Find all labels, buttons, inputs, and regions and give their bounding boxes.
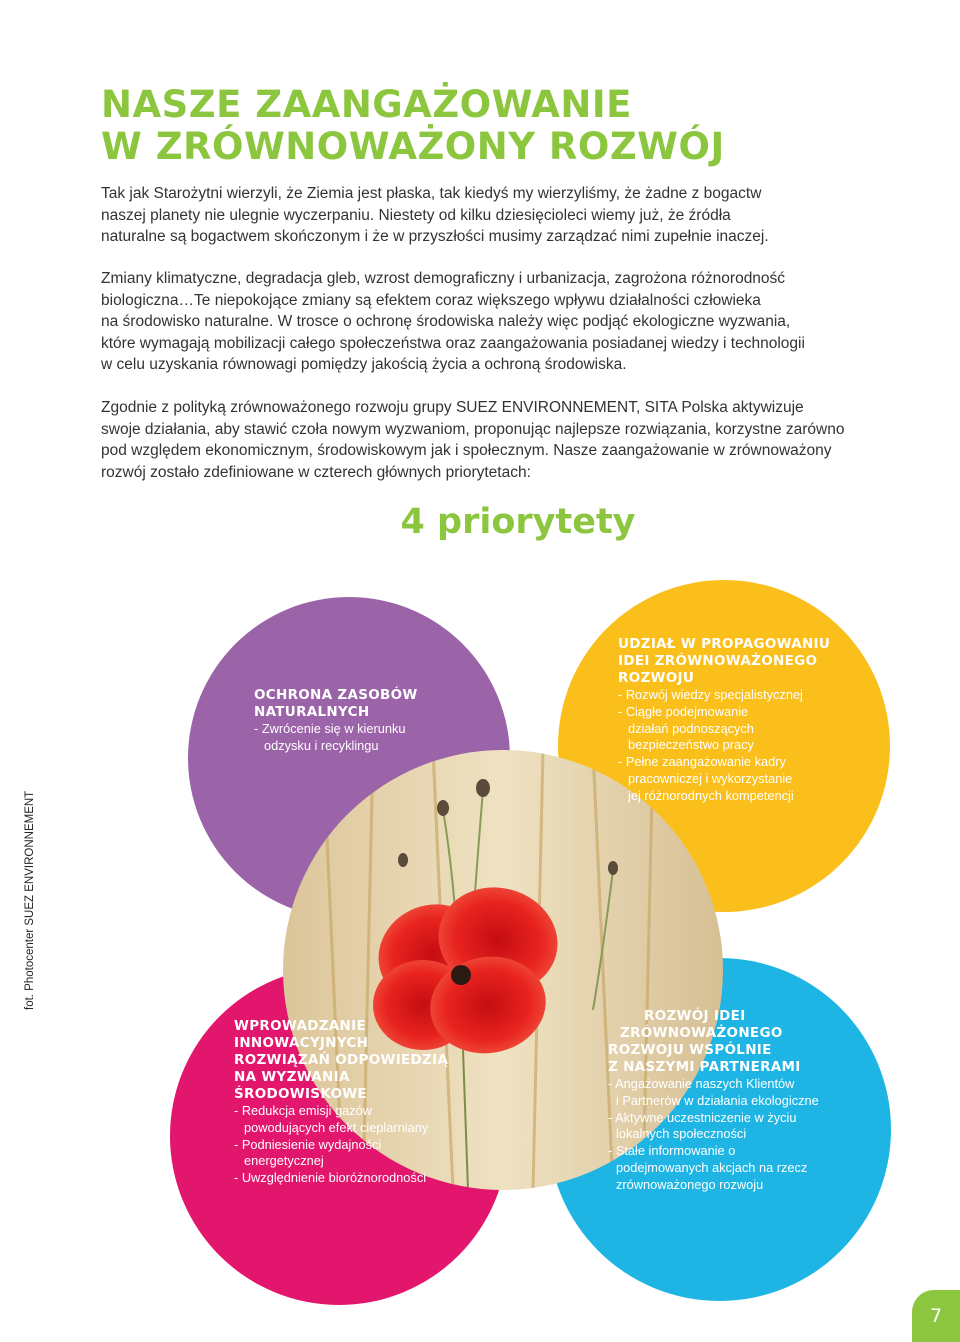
heading-line: ROZWÓJ IDEI bbox=[644, 1008, 746, 1024]
text-line: naszej planety nie ulegnie wyczerpaniu. Niestety od kilku dziesięcioleci wiemy już, że źródła bbox=[101, 206, 731, 224]
list-item: - Angażowanie naszych Klientów bbox=[608, 1076, 795, 1091]
propagation-text bbox=[618, 636, 830, 805]
list-item: powodujących efekt cieplarniany bbox=[244, 1119, 429, 1135]
text-line: w celu uzyskania równowagi pomiędzy jakością życia a ochroną środowiska. bbox=[101, 356, 627, 373]
text-line: na środowisko naturalne. W trosce o ochronę środowiska należy więc podjąć ekologiczne wyzwania, bbox=[101, 313, 791, 330]
heading-line: INNOWACYJNYCH bbox=[234, 1035, 369, 1051]
list-item: pracowniczej i wykorzystanie bbox=[628, 770, 793, 786]
text-line: Tak jak Starożytni wierzyli, że Ziemia jest płaska, tak kiedyś my wierzyliśmy, że żadne z bogactw bbox=[101, 185, 762, 202]
title-line-2: W ZRÓWNOWAŻONY ROZWÓJ bbox=[101, 125, 725, 168]
priorities-heading: 4 priorytety bbox=[400, 502, 636, 542]
intro-paragraph bbox=[101, 183, 956, 248]
innovation-text bbox=[234, 1018, 448, 1187]
heading-line: ROZWOJU bbox=[618, 670, 695, 686]
innovation-list bbox=[234, 1103, 448, 1187]
innovation-heading bbox=[234, 1018, 448, 1103]
list-item: - Podniesienie wydajności bbox=[234, 1136, 382, 1152]
heading-line: ROZWOJU WSPÓLNIE bbox=[608, 1042, 772, 1058]
heading-line: OCHRONA ZASOBÓW bbox=[254, 687, 418, 703]
text-line: rozwój zostało zdefiniowane w czterech głównych priorytetach: bbox=[101, 463, 531, 481]
climate-paragraph bbox=[101, 268, 956, 376]
heading-line: NA WYZWANIA bbox=[234, 1069, 350, 1085]
list-item: lokalnych społeczności bbox=[616, 1126, 747, 1142]
list-item: energetycznej bbox=[244, 1153, 324, 1169]
heading-line: Z NASZYMI PARTNERAMI bbox=[608, 1059, 801, 1075]
photo-credit: fot. Photocenter SUEZ ENVIRONNEMENT bbox=[24, 790, 36, 1010]
heading-line: IDEI ZRÓWNOWAŻONEGO bbox=[618, 653, 818, 669]
heading-line: ŚRODOWISKOWE bbox=[234, 1086, 367, 1102]
list-item: - Ciągłe podejmowanie bbox=[618, 703, 749, 719]
resources-text bbox=[254, 687, 418, 755]
list-item: - Stałe informowanie o bbox=[608, 1143, 736, 1159]
list-item: - Zwrócenie się w kierunku bbox=[254, 721, 406, 736]
heading-line: ZRÓWNOWAŻONEGO bbox=[620, 1025, 783, 1041]
text-line: naturalne są bogactwem skończonym i że w przyszłości musimy zarządzać nimi zupełnie inaczej. bbox=[101, 228, 769, 245]
title-line-1: NASZE ZAANGAŻOWANIE bbox=[101, 83, 632, 126]
list-item: zrównoważonego rozwoju bbox=[616, 1176, 764, 1192]
propagation-heading bbox=[618, 636, 830, 687]
page-number: 7 bbox=[912, 1290, 960, 1342]
heading-line: NATURALNYCH bbox=[254, 704, 370, 720]
list-item: jej różnorodnych kompetencji bbox=[628, 787, 794, 803]
resources-heading bbox=[254, 687, 418, 721]
text-line: które wymagają mobilizacji całego społeczeństwa oraz zaangażowania posiadanej wiedzy i technologii bbox=[101, 334, 805, 352]
heading-line: WPROWADZANIE bbox=[234, 1018, 366, 1034]
partners-list bbox=[608, 1076, 819, 1194]
text-line: swoje działania, aby stawić czoła nowym wyzwaniom, proponując najlepsze rozwiązania, korzystne zarówno bbox=[101, 420, 845, 438]
heading-line: ROZWIĄZAŃ ODPOWIEDZIĄ bbox=[234, 1052, 449, 1068]
resources-list bbox=[254, 721, 418, 755]
list-item: - Redukcja emisji gazów bbox=[234, 1103, 372, 1118]
propagation-list bbox=[618, 687, 830, 805]
list-item: działań podnoszących bbox=[628, 720, 754, 736]
list-item: - Aktywne uczestniczenie w życiu bbox=[608, 1109, 797, 1125]
list-item: - Pełne zaangażowanie kadry bbox=[618, 754, 786, 770]
text-line: biologiczna…Te niepokojące zmiany są efektem coraz większego wpływu działalności człowieka bbox=[101, 291, 761, 309]
partners-heading bbox=[608, 1008, 819, 1076]
partners-text bbox=[608, 1008, 819, 1194]
policy-paragraph bbox=[101, 397, 956, 483]
text-line: Zmiany klimatyczne, degradacja gleb, wzrost demograficzny i urbanizacja, zagrożona różnorodność bbox=[101, 270, 786, 287]
list-item: odzysku i recyklingu bbox=[264, 737, 379, 753]
list-item: - Uwzględnienie bioróżnorodności bbox=[234, 1170, 427, 1186]
page-title bbox=[101, 84, 725, 168]
list-item: bezpieczeństwo pracy bbox=[628, 737, 754, 753]
list-item: i Partnerów w działania ekologiczne bbox=[616, 1092, 819, 1108]
list-item: - Rozwój wiedzy specjalistycznej bbox=[618, 687, 803, 702]
text-line: pod względem ekonomicznym, środowiskowym jak i społecznym. Nasze zaangażowanie w zrównoważony bbox=[101, 442, 832, 459]
text-line: Zgodnie z polityką zrównoważonego rozwoju grupy SUEZ ENVIRONNEMENT, SITA Polska aktywizuje bbox=[101, 399, 804, 416]
list-item: podejmowanych akcjach na rzecz bbox=[616, 1159, 808, 1175]
heading-line: UDZIAŁ W PROPAGOWANIU bbox=[618, 636, 831, 652]
